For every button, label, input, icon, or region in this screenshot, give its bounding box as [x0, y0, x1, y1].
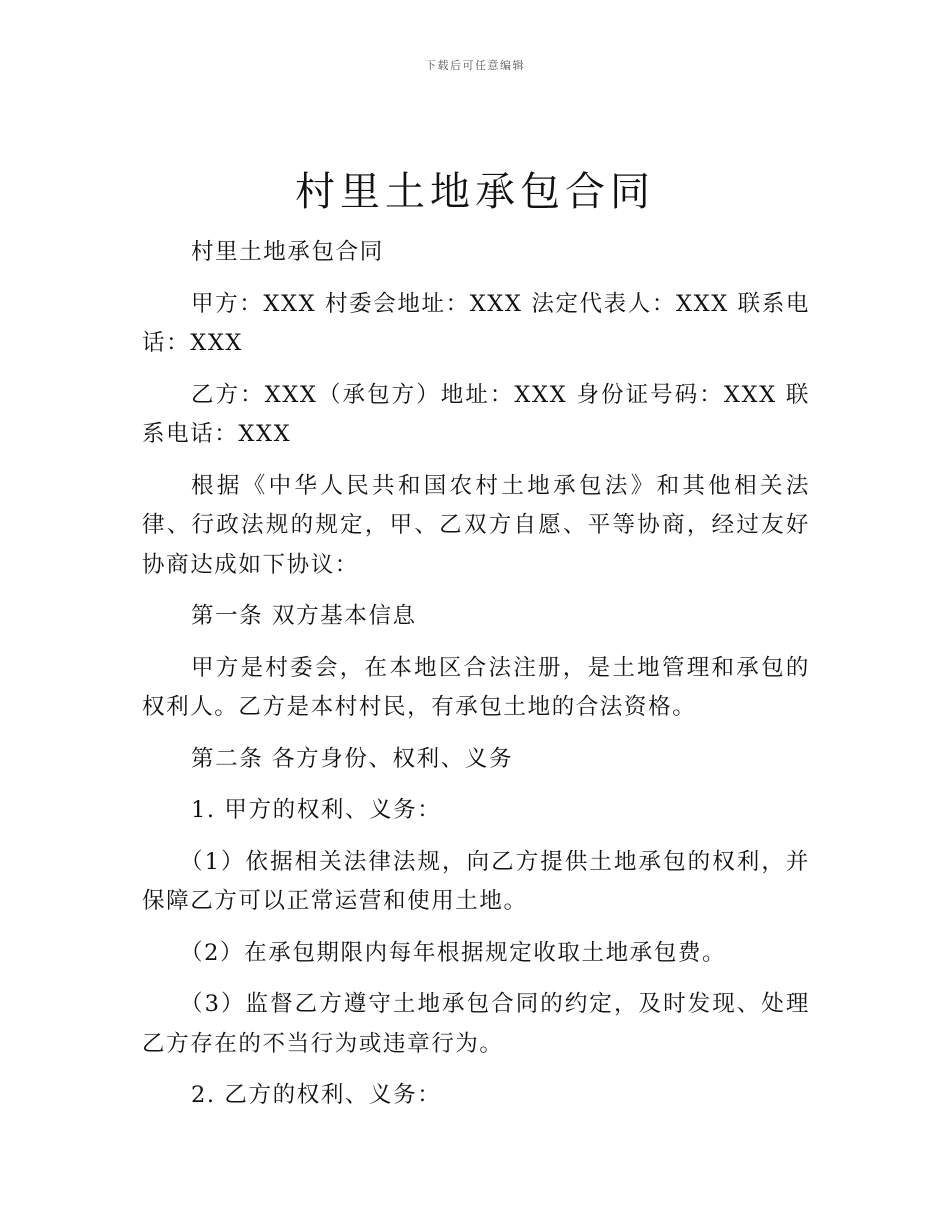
article-2-heading: 第二条 各方身份、权利、义务	[191, 745, 514, 772]
paragraph-party-a: 甲方：XXX 村委会地址：XXX 法定代表人：XXX 联系电话：XXX	[142, 290, 810, 356]
party-b-duties-heading: 2. 乙方的权利、义务：	[191, 1082, 442, 1108]
paragraph-preamble: 根据《中华人民共和国农村土地承包法》和其他相关法律、行政法规的规定，甲、乙双方自愿、平等协商，经过友好协商达成如下协议：	[142, 472, 810, 578]
paragraph-subtitle: 村里土地承包合同	[191, 239, 384, 265]
article-1-text: 甲方是村委会，在本地区合法注册，是土地管理和承包的权利人。乙方是本村村民，有承包土地的合法资格。	[142, 654, 810, 720]
document-body	[142, 233, 810, 1116]
article-1-heading: 第一条 双方基本信息	[191, 603, 417, 629]
party-a-duties-heading: 1. 甲方的权利、义务：	[191, 797, 442, 823]
party-a-duty-1: （1）依据相关法律法规，向乙方提供土地承包的权利，并保障乙方可以正常运营和使用土地。	[142, 848, 810, 914]
party-a-duty-2: （2）在承包期限内每年根据规定收取土地承包费。	[180, 939, 727, 966]
party-a-duty-3: （3）监督乙方遵守土地承包合同的约定，及时发现、处理乙方存在的不当行为或违章行为。	[142, 991, 810, 1057]
document-title: 村里土地承包合同	[295, 169, 655, 215]
paragraph-party-b: 乙方：XXX（承包方）地址：XXX 身份证号码：XXX 联系电话：XXX	[142, 381, 810, 447]
header-note: 下载后可任意编辑	[425, 59, 525, 72]
